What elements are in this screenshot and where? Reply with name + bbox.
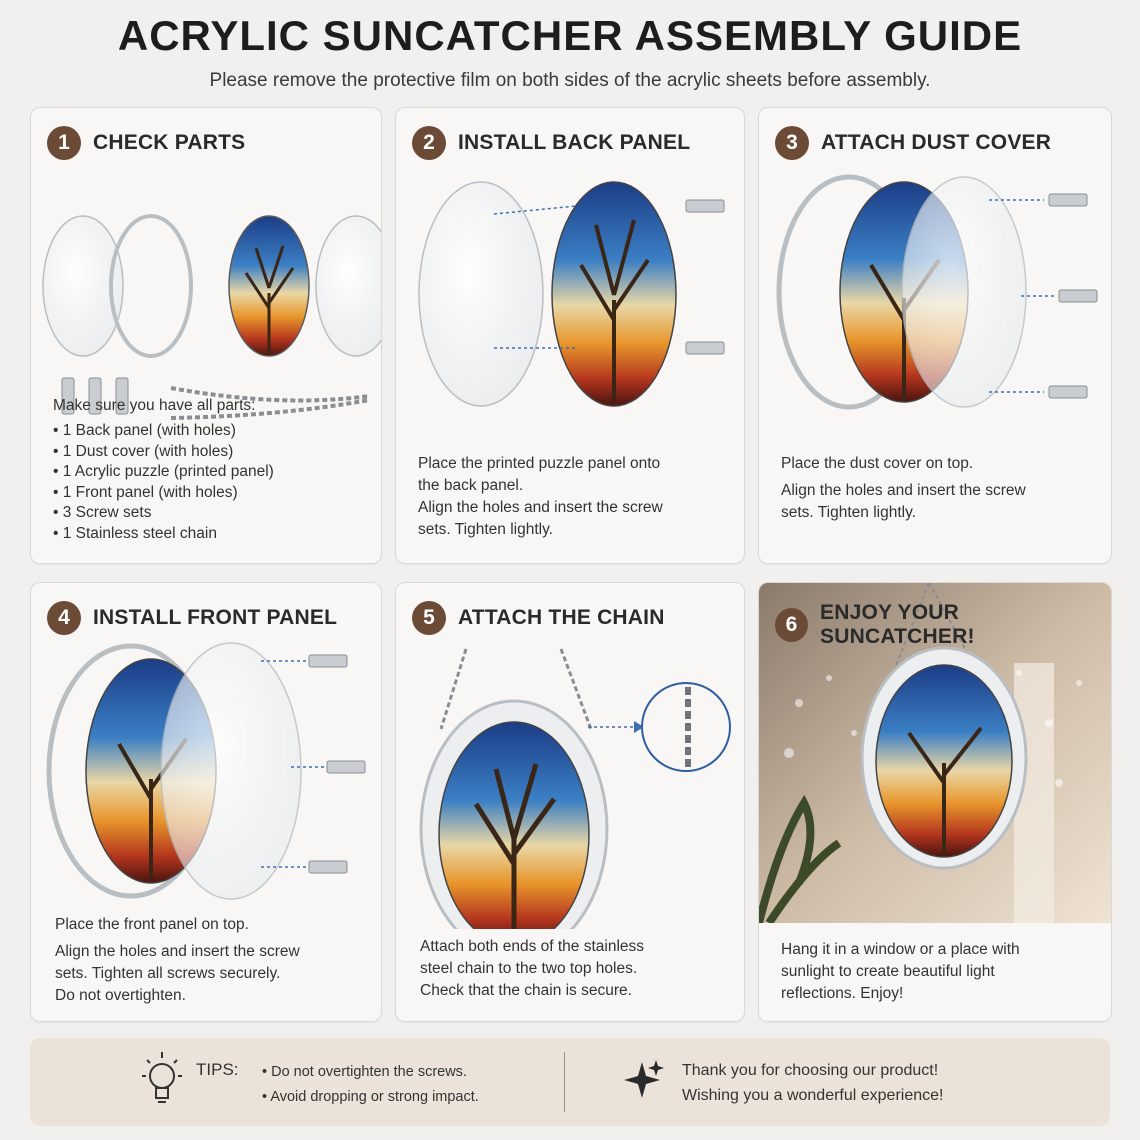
- step-4-card: [30, 582, 382, 1022]
- step-1-intro: Make sure you have all parts:: [53, 397, 256, 414]
- step-4-badge: 4: [47, 601, 81, 635]
- step-3-line: sets. Tighten lightly.: [781, 504, 916, 521]
- step-5-card: [395, 582, 745, 1022]
- tips-label: TIPS:: [196, 1060, 239, 1079]
- list-item: • 1 Dust cover (with holes): [53, 442, 373, 463]
- tips-list: [262, 1060, 479, 1110]
- step-4-line: Place the front panel on top.: [55, 916, 249, 933]
- step-5-badge: 5: [412, 601, 446, 635]
- step-5-text: [420, 936, 740, 1002]
- list-item: • 1 Back panel (with holes): [53, 421, 373, 442]
- list-item: • 3 Screw sets: [53, 503, 373, 524]
- step-2-line: Align the holes and insert the screw: [418, 499, 663, 516]
- page-title: ACRYLIC SUNCATCHER ASSEMBLY GUIDE: [117, 12, 1023, 59]
- sparkle-icon: [620, 1058, 664, 1102]
- install-back-panel-illustration: [396, 170, 744, 440]
- step-6-line: Hang it in a window or a place with: [781, 941, 1020, 958]
- lightbulb-icon: [136, 1050, 188, 1110]
- install-front-panel-illustration: [31, 639, 381, 909]
- list-item: • 1 Stainless steel chain: [53, 524, 373, 545]
- step-2-text: [418, 453, 738, 541]
- step-2-card: [395, 107, 745, 564]
- step-6-title: ENJOY YOUR SUNCATCHER!: [820, 601, 975, 648]
- step-6-badge: 6: [775, 608, 808, 642]
- step-2-line: sets. Tighten lightly.: [418, 521, 553, 538]
- step-1-card: [30, 107, 382, 564]
- step-3-badge: 3: [775, 126, 809, 160]
- step-4-line: Do not overtighten.: [55, 987, 186, 1004]
- thanks-message: [682, 1058, 943, 1108]
- step-5-line: steel chain to the two top holes.: [420, 960, 638, 977]
- step-4-title: INSTALL FRONT PANEL: [93, 606, 338, 629]
- step-5-line: Check that the chain is secure.: [420, 982, 632, 999]
- step-2-badge: 2: [412, 126, 446, 160]
- step-4-text: [55, 914, 375, 1007]
- step-2-title: INSTALL BACK PANEL: [458, 131, 691, 154]
- list-item: • 1 Front panel (with holes): [53, 483, 373, 504]
- page-subtitle: Please remove the protective film on both sides of the acrylic sheets before assembly.: [209, 70, 931, 91]
- attach-dust-cover-illustration: [759, 170, 1111, 440]
- step-3-card: [758, 107, 1112, 564]
- step-4-line: Align the holes and insert the screw: [55, 943, 300, 960]
- list-item: • Avoid dropping or strong impact.: [262, 1085, 479, 1110]
- thanks-line: Wishing you a wonderful experience!: [682, 1087, 944, 1104]
- step-6-line: sunlight to create beautiful light: [781, 963, 995, 980]
- step-3-line: Place the dust cover on top.: [781, 455, 974, 472]
- step-6-card: [758, 582, 1112, 1022]
- step-4-line: sets. Tighten all screws securely.: [55, 965, 281, 982]
- step-3-title: ATTACH DUST COVER: [821, 131, 1052, 154]
- list-item: • Do not overtighten the screws.: [262, 1060, 479, 1085]
- step-1-badge: 1: [47, 126, 81, 160]
- thanks-line: Thank you for choosing our product!: [682, 1062, 939, 1079]
- tips-bar: [30, 1038, 1110, 1126]
- list-item: • 1 Acrylic puzzle (printed panel): [53, 462, 373, 483]
- step-3-text: [781, 453, 1101, 524]
- step-6-text: [781, 939, 1101, 1005]
- step-2-line: the back panel.: [418, 477, 524, 494]
- step-6-line: reflections. Enjoy!: [781, 985, 904, 1002]
- step-3-line: Align the holes and insert the screw: [781, 482, 1026, 499]
- step-5-title: ATTACH THE CHAIN: [458, 606, 665, 629]
- step-1-title: CHECK PARTS: [93, 131, 246, 154]
- step-2-line: Place the printed puzzle panel onto: [418, 455, 661, 472]
- step-5-line: Attach both ends of the stainless: [420, 938, 645, 955]
- divider: [564, 1052, 565, 1112]
- front-panel-image: [316, 216, 381, 356]
- step-1-text: [53, 395, 373, 544]
- attach-chain-illustration: [396, 639, 744, 929]
- parts-list: [53, 421, 373, 544]
